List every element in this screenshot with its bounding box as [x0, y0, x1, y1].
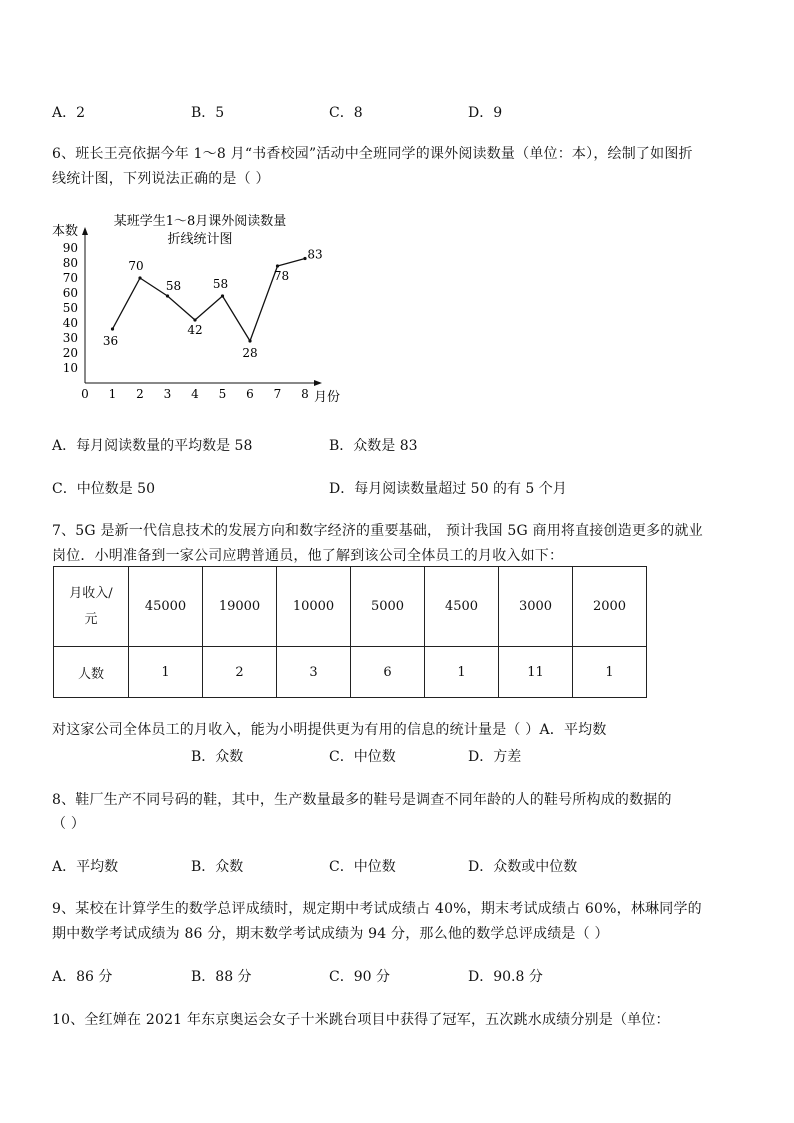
y-tick-label: 80	[62, 256, 78, 270]
x-tick-label: 1	[108, 387, 117, 401]
y-tick-label: 70	[62, 271, 78, 285]
x-tick-label: 7	[273, 387, 282, 401]
data-label: 36	[102, 334, 119, 348]
income-cell: 5000	[351, 567, 425, 647]
income-cell: 10000	[277, 567, 351, 647]
q6-text-line2: 线统计图，下列说法正确的是（ ）	[52, 171, 270, 187]
y-tick-label: 30	[62, 331, 78, 345]
x-tick-label: 6	[246, 387, 254, 401]
q9-text-line1: 9、某校在计算学生的数学总评成绩时，规定期中考试成绩占 40%，期末考试成绩占 60%，林琳同学的	[52, 901, 702, 917]
count-cell: 1	[573, 647, 647, 698]
count-cell: 6	[351, 647, 425, 698]
q8-option-d: D．众数或中位数	[468, 859, 578, 875]
income-cell: 4500	[425, 567, 499, 647]
count-cell: 11	[499, 647, 573, 698]
income-cell: 45000	[129, 567, 203, 647]
y-axis-label: 本数	[52, 224, 79, 239]
y-tick-label: 40	[62, 316, 78, 330]
count-row	[54, 647, 647, 698]
x-tick-label: 2	[136, 387, 144, 401]
x-tick-label: 3	[163, 387, 172, 401]
income-table	[53, 566, 647, 698]
q8-text-line1: 8、鞋厂生产不同号码的鞋，其中，生产数量最多的鞋号是调查不同年龄的人的鞋号所构成的数据的	[52, 792, 672, 808]
x-tick-label: 4	[191, 387, 199, 401]
count-header-cell: 人数	[54, 647, 129, 698]
q7-text-line2: 岗位．小明准备到一家公司应聘普通员，他了解到该公司全体员工的月收入如下：	[52, 548, 564, 564]
q5-option-c: C．8	[329, 105, 363, 121]
income-cell: 2000	[573, 567, 647, 647]
q7-option-d: D．方差	[468, 749, 522, 765]
y-axis-arrow	[82, 227, 88, 235]
chart-subtitle: 折线统计图	[167, 232, 233, 247]
q8-option-b: B．众数	[191, 859, 244, 875]
x-tick-label: 8	[301, 387, 309, 401]
q6-text-line1: 6、班长王亮依据今年 1～8 月“书香校园”活动中全班同学的课外阅读数量（单位：本），绘制了如图折	[52, 146, 693, 162]
x-axis-label: 月份	[314, 390, 341, 405]
q7-text-line3: 对这家公司全体员工的月收入，能为小明提供更为有用的信息的统计量是（ ）A．平均数	[52, 722, 607, 738]
x-tick-label: 5	[218, 387, 227, 401]
q9-option-a: A．86 分	[52, 969, 113, 985]
q7-text-line1: 7、5G 是新一代信息技术的发展方向和数字经济的重要基础， 预计我国 5G 商用将直接创造更多的就业	[52, 523, 703, 539]
income-header-line1: 月收入/	[69, 585, 113, 601]
x-tick-label: 0	[81, 387, 89, 401]
q8-option-c: C．中位数	[329, 859, 396, 875]
data-label: 58	[212, 277, 229, 291]
data-label: 58	[165, 279, 182, 293]
y-tick-label: 60	[62, 286, 78, 300]
q5-option-b: B．5	[191, 105, 225, 121]
q9-option-c: C．90 分	[329, 969, 390, 985]
q9-option-d: D．90.8 分	[468, 969, 543, 985]
data-label: 70	[128, 259, 144, 273]
line-chart	[40, 205, 370, 410]
income-header-cell	[54, 567, 129, 647]
data-label: 83	[307, 247, 323, 262]
count-cell: 2	[203, 647, 277, 698]
data-point	[303, 257, 306, 260]
q6-option-b: B．众数是 83	[329, 438, 418, 454]
q8-option-a: A．平均数	[52, 859, 119, 875]
data-point	[193, 318, 196, 321]
y-tick-label: 90	[62, 241, 78, 255]
count-cell: 1	[129, 647, 203, 698]
q6-option-a: A．每月阅读数量的平均数是 58	[52, 438, 253, 454]
data-label: 28	[242, 346, 258, 360]
data-point	[276, 264, 279, 267]
income-cell: 3000	[499, 567, 573, 647]
data-point	[248, 339, 251, 342]
q6-option-c: C．中位数是 50	[52, 481, 155, 497]
data-point	[221, 294, 224, 297]
y-tick-label: 10	[62, 361, 78, 375]
q9-text-line2: 期中数学考试成绩为 86 分，期末数学考试成绩为 94 分，那么他的数学总评成绩是（ ）	[52, 926, 609, 942]
x-axis-arrow	[314, 380, 322, 386]
y-tick-label: 50	[62, 301, 78, 315]
data-point	[166, 294, 169, 297]
data-point	[138, 276, 141, 279]
q8-text-line2: （ ）	[52, 816, 86, 832]
q5-option-d: D．9	[468, 105, 503, 121]
chart-title: 某班学生1～8月课外阅读数量	[113, 214, 287, 229]
q6-option-d: D．每月阅读数量超过 50 的有 5 个月	[329, 481, 567, 497]
data-point	[111, 327, 114, 330]
q10-text-line1: 10、全红婵在 2021 年东京奥运会女子十米跳台项目中获得了冠军，五次跳水成绩分别是（单位：	[52, 1012, 670, 1028]
count-cell: 3	[277, 647, 351, 698]
income-cell: 19000	[203, 567, 277, 647]
q7-option-b: B．众数	[191, 749, 244, 765]
q5-option-a: A．2	[52, 105, 86, 121]
income-row	[54, 567, 647, 647]
q7-option-c: C．中位数	[329, 749, 396, 765]
data-label: 78	[273, 269, 290, 283]
count-cell: 1	[425, 647, 499, 698]
income-header-line2: 元	[84, 611, 98, 627]
y-tick-label: 20	[62, 346, 78, 360]
data-label: 42	[187, 323, 203, 337]
q9-option-b: B．88 分	[191, 969, 252, 985]
